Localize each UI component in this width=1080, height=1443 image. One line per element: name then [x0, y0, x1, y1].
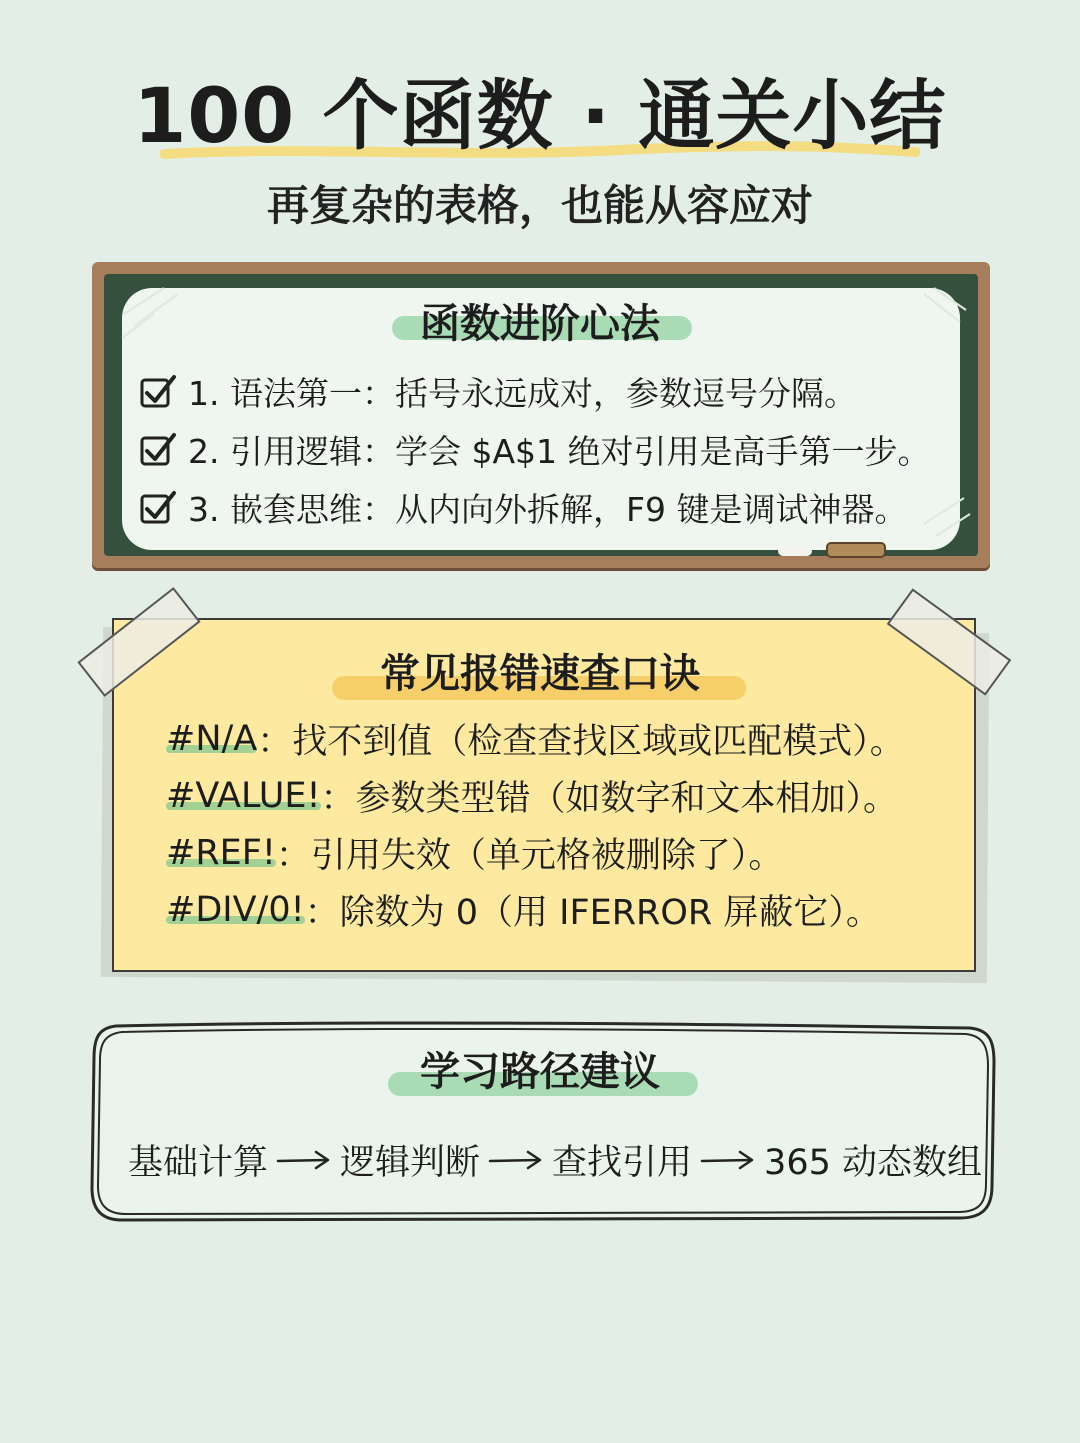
checkbox-checked-icon	[138, 371, 178, 411]
path-step: 逻辑判断	[340, 1143, 481, 1183]
error-description: ：除数为 0（用 IFERROR 屏蔽它）。	[304, 892, 881, 933]
path-step: 365 动态数组	[764, 1143, 982, 1183]
checkbox-checked-icon	[138, 487, 178, 527]
tip-text: 2. 引用逻辑：学会 $A$1 绝对引用是高手第一步。	[188, 431, 931, 471]
error-code: #VALUE!	[166, 775, 321, 816]
error-description: ：参数类型错（如数字和文本相加）。	[320, 778, 899, 819]
arrow-right-icon	[488, 1148, 544, 1172]
chalk-stick	[778, 546, 812, 556]
checkbox-checked-icon	[138, 429, 178, 469]
eraser	[826, 542, 886, 558]
errors-title: 常见报错速查口诀	[380, 651, 700, 697]
page-subtitle: 再复杂的表格，也能从容应对	[266, 181, 813, 230]
tip-text: 1. 语法第一：括号永远成对，参数逗号分隔。	[188, 373, 857, 413]
path-title: 学习路径建议	[420, 1049, 660, 1095]
error-code: #REF!	[166, 832, 276, 873]
error-description: ：找不到值（检查查找区域或匹配模式）。	[257, 721, 905, 762]
tip-item	[138, 362, 968, 420]
learning-path	[128, 1132, 988, 1188]
error-code: #N/A	[166, 718, 258, 759]
error-list	[166, 710, 966, 938]
tips-list	[138, 362, 968, 536]
arrow-right-icon	[276, 1148, 332, 1172]
error-item	[166, 767, 966, 824]
path-step: 基础计算	[128, 1143, 269, 1183]
error-code: #DIV/0!	[166, 889, 305, 930]
board-title: 函数进阶心法	[420, 301, 660, 347]
tip-item	[138, 420, 968, 478]
error-description: ：引用失效（单元格被删除了）。	[275, 835, 784, 876]
tip-item	[138, 478, 968, 536]
page-title: 100 个函数 · 通关小结	[133, 71, 947, 160]
error-item	[166, 824, 966, 881]
tip-text: 3. 嵌套思维：从内向外拆解，F9 键是调试神器。	[188, 489, 908, 529]
arrow-right-icon	[700, 1148, 756, 1172]
error-item	[166, 881, 966, 938]
path-step: 查找引用	[552, 1143, 693, 1183]
error-item	[166, 710, 966, 767]
